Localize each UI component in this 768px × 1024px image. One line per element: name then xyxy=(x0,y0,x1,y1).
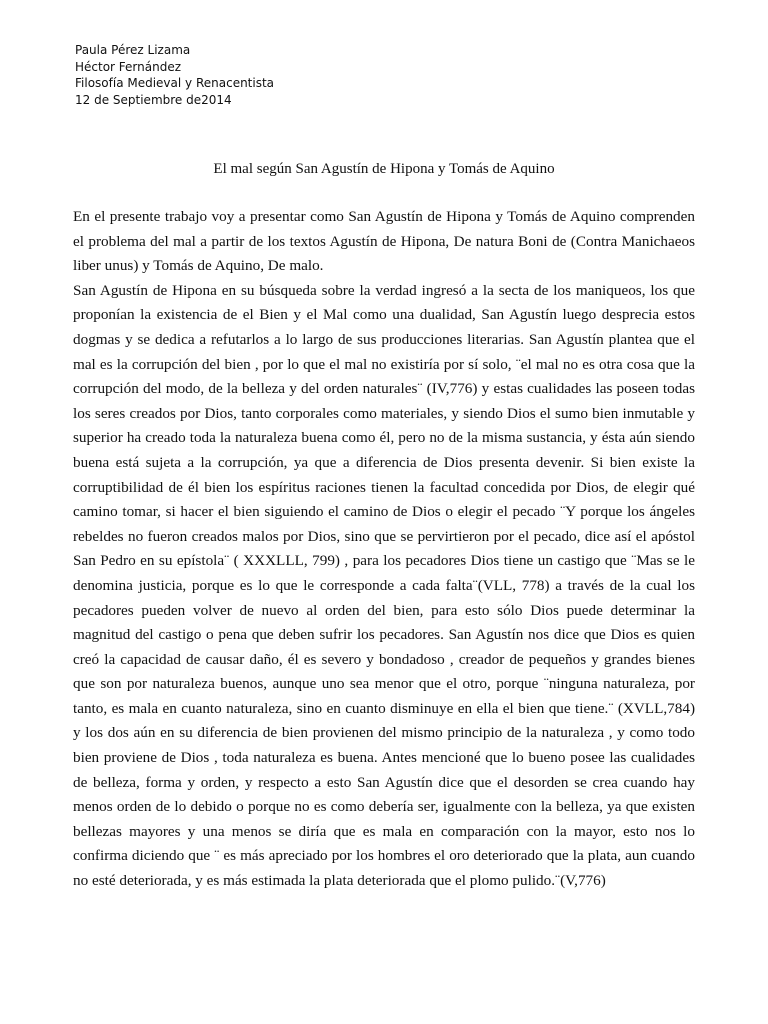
author-name-2: Héctor Fernández xyxy=(75,59,182,74)
document-header xyxy=(75,42,274,108)
document-date: 12 de Septiembre de2014 xyxy=(75,92,232,107)
document-title: El mal según San Agustín de Hipona y Tomás de Aquino xyxy=(213,161,555,177)
document-body xyxy=(73,205,695,894)
paragraph-intro: En el presente trabajo voy a presentar como San Agustín de Hipona y Tomás de Aquino comprenden el problema del mal a partir de los textos Agustín de Hipona, De natura Boni de (Contra Manichaeos liber unus) y Tomás de Aquino, De malo. xyxy=(73,208,695,275)
course-name: Filosofía Medieval y Renacentista xyxy=(75,76,275,90)
paragraph-main: San Agustín de Hipona en su búsqueda sobre la verdad ingresó a la secta de los maniqueos, los que proponían la existencia de el Bien y el Mal como una dualidad, San Agustín luego desprecia estos dogmas y se dedica a refutarlos a lo largo de sus producciones literarias. San Agustín plantea que el mal es la corrupción del bien , por lo que el mal no existiría por sí solo, ¨el mal no es otra cosa que la corrupción del modo, de la belleza y del orden naturales¨ (IV,776) y estas cualidades las poseen todas los seres creados por Dios, tanto corporales como materiales, y siendo Dios el sumo bien inmutable y superior ha creado toda la naturaleza buena como él, pero no de la misma sustancia, y ésta aún siendo buena está sujeta a la corrupción, ya que a diferencia de Dios presenta devenir. Si bien existe la corruptibilidad de él bien los espíritus raciones tienen la facultad concedida por Dios, de elegir qué camino tomar, si hacer el bien siguiendo el camino de Dios o elegir el pecado ¨Y porque los ángeles rebeldes no fueron creados malos por Dios, sino que se pervirtieron por el pecado, dice así el apóstol San Pedro en su epístola¨ ( XXXLLL, 799) , para los pecadores Dios tiene un castigo que ¨Mas se le denomina justicia, porque es lo que le corresponde a cada falta¨(VLL, 778) a través de la cual los pecadores pueden volver de nuevo al orden del bien, para esto sólo Dios puede determinar la magnitud del castigo o pena que deben sufrir los pecadores. San Agustín nos dice que Dios es quien creó la capacidad de causar daño, él es severo y bondadoso , creador de pequeños y grandes bienes que son por naturaleza buenos, aunque uno sea menor que el otro, porque ¨ninguna naturaleza, por tanto, es mala en cuanto naturaleza, sino en cuanto disminuye en ella el bien que tiene.¨ (XVLL,784) y los dos aún en su diferencia de bien provienen del mismo principio de la naturaleza , y como todo bien proviene de Dios , toda naturaleza es buena. Antes mencioné que lo bueno posee las cualidades de belleza, forma y orden, y respecto a esto San Agustín dice que el desorden se crea cuando hay menos orden de lo debido o porque no es como debería ser, igualmente con la belleza, ya que existen bellezas mayores y una menos se diría que es mala en comparación con la mayor, esto nos lo confirma diciendo que ¨ es más apreciado por los hombres el oro deteriorado que la plata, aun cuando no esté deteriorada, y es más estimada la plata deteriorada que el plomo pulido.¨(V,776) xyxy=(73,281,695,890)
author-name-1: Paula Pérez Lizama xyxy=(75,43,191,57)
